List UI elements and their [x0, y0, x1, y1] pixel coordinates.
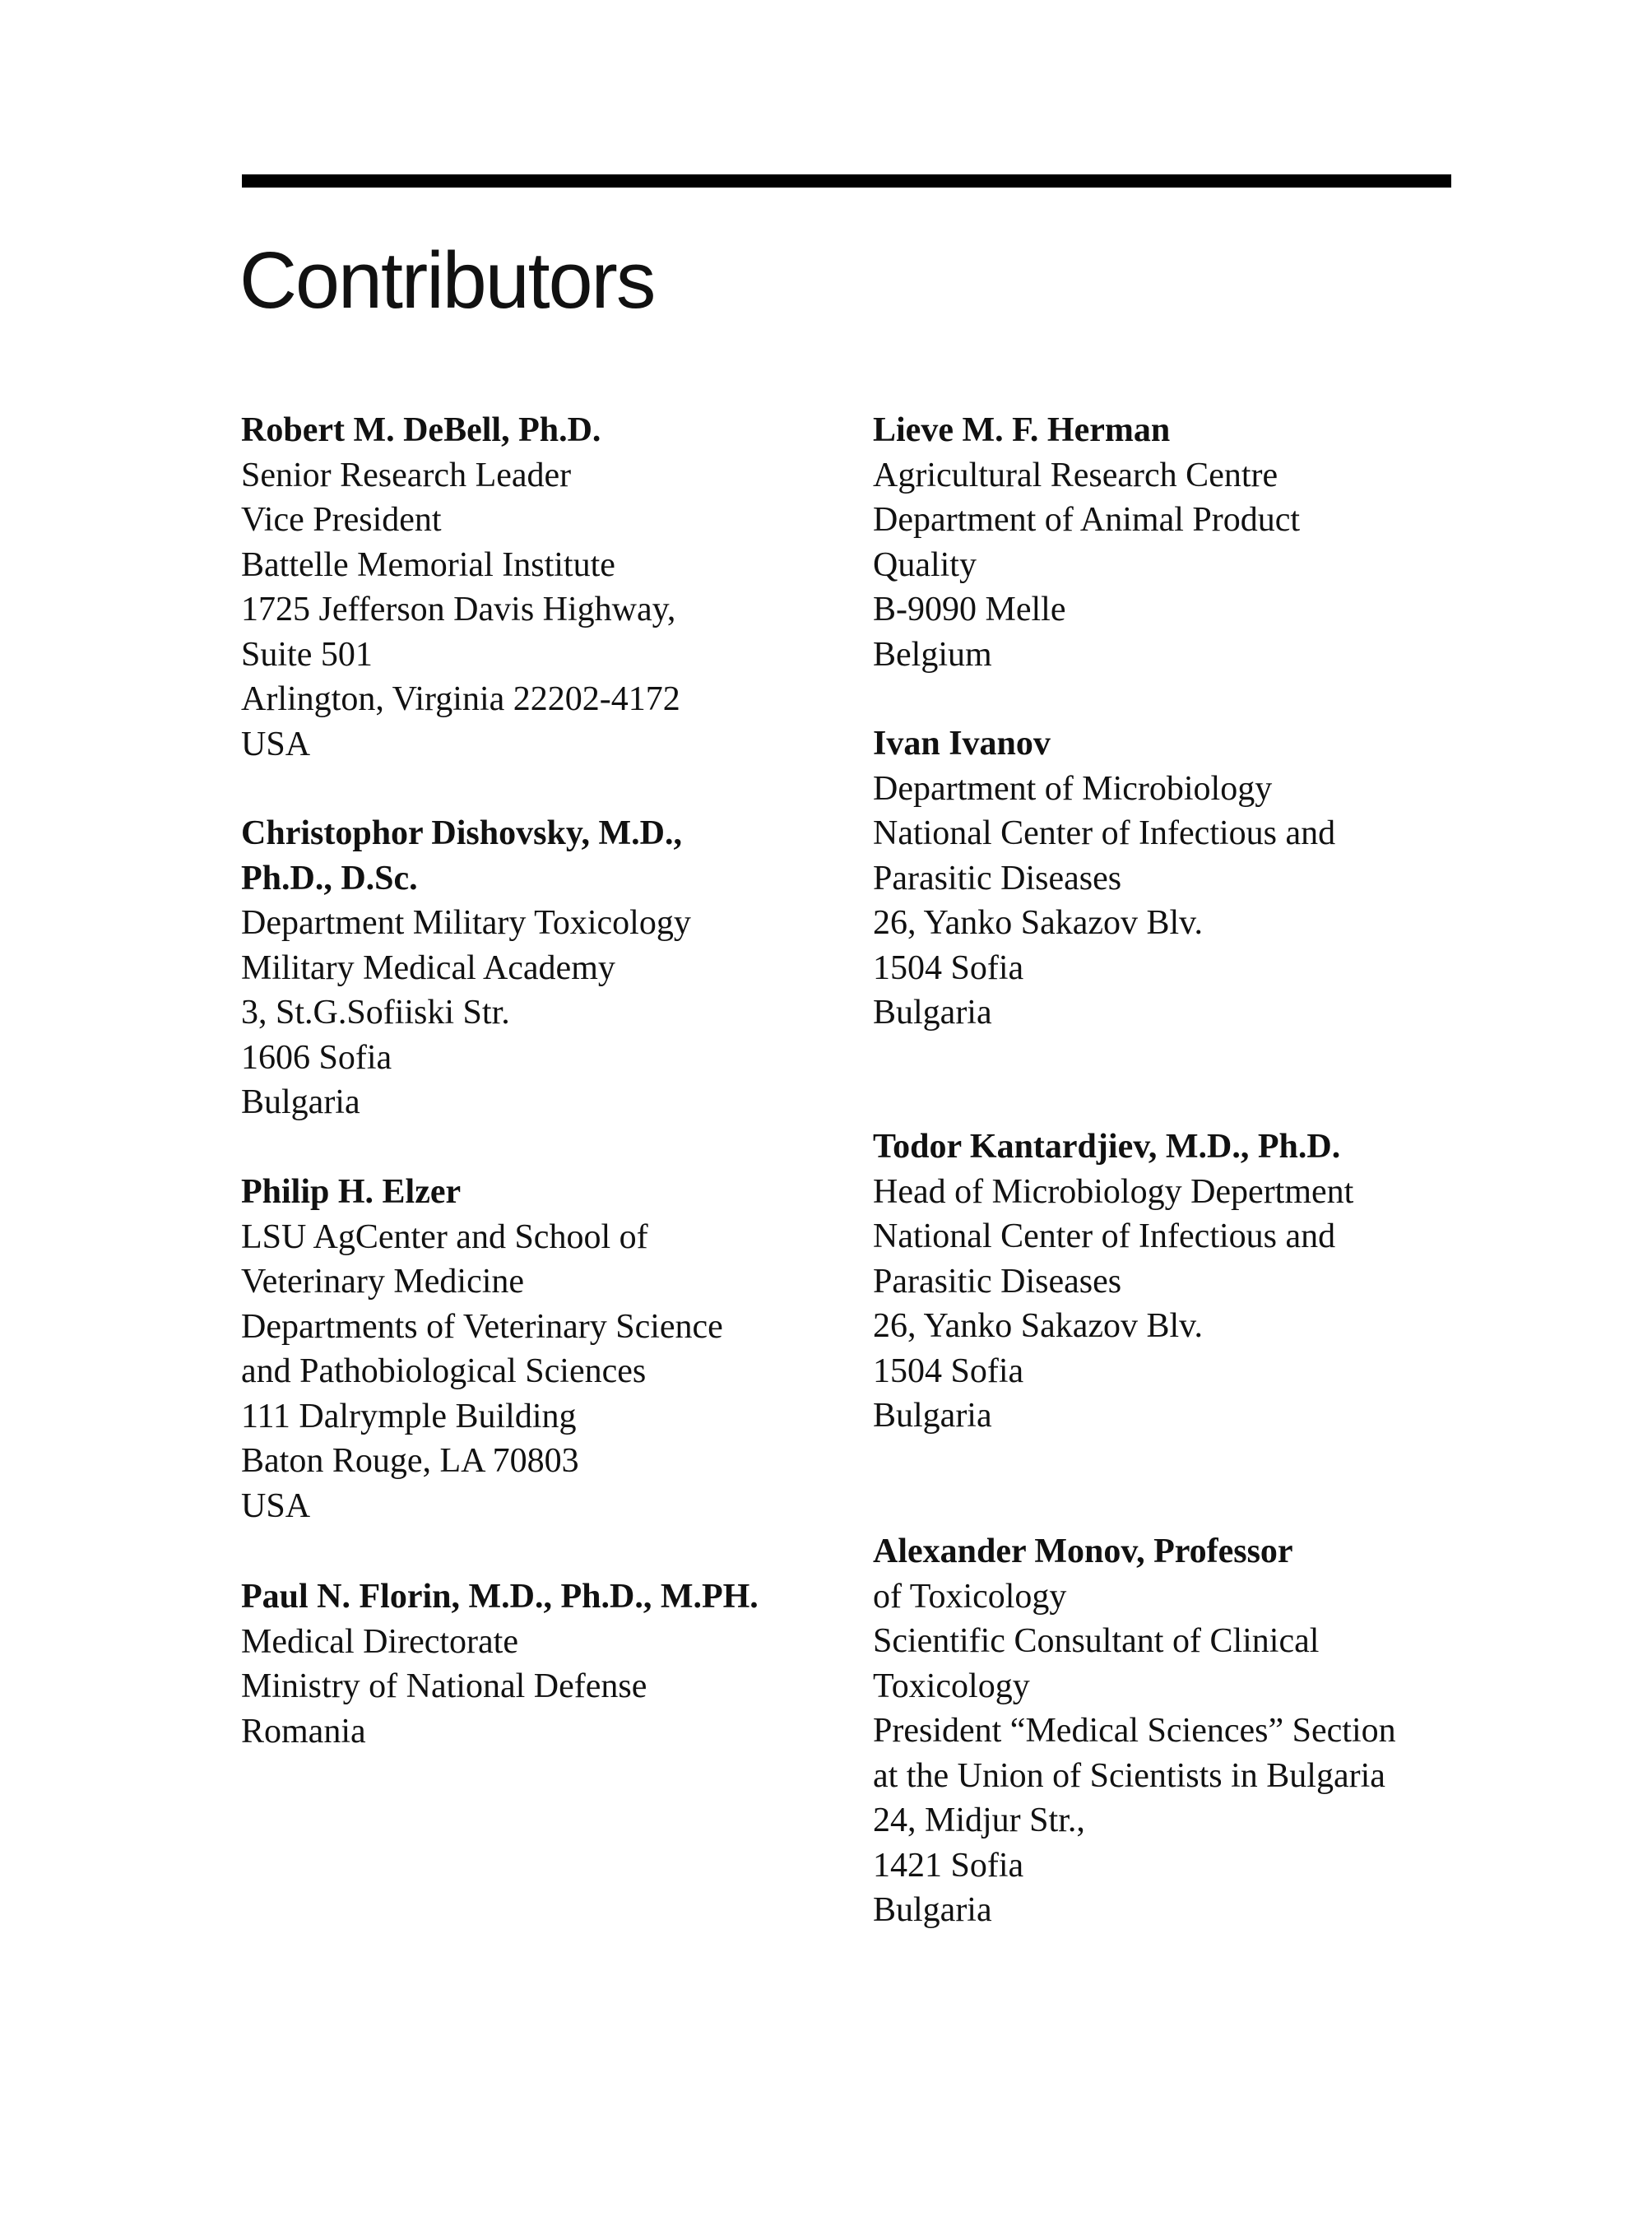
contributor-detail-line: Belgium [873, 635, 992, 674]
contributor-detail-line: USA [241, 725, 311, 763]
contributor-detail-line: 26, Yanko Sakazov Blv. [873, 1307, 1203, 1345]
contributor-detail-line: 1421 Sofia [873, 1846, 1024, 1885]
contributor-detail-line: Departments of Veterinary Science [241, 1307, 723, 1346]
contributor-detail-line: 1504 Sofia [873, 1352, 1024, 1390]
contributor-detail-line: Quality [873, 545, 977, 584]
contributor-detail-line: Parasitic Diseases [873, 1262, 1122, 1301]
contributor-entry [873, 408, 1465, 677]
contributor-entry [241, 1170, 850, 1528]
contributor-detail-line: Senior Research Leader [241, 456, 572, 494]
contributor-detail-line: Medical Directorate [241, 1622, 518, 1661]
contributor-detail-line: 3, St.G.Sofiiski Str. [241, 994, 510, 1032]
contributor-name: Alexander Monov, Professor [873, 1533, 1293, 1570]
contributor-detail-line: LSU AgCenter and School of [241, 1217, 648, 1256]
contributor-detail-line: 26, Yanko Sakazov Blv. [873, 904, 1203, 942]
contributor-detail-line: Bulgaria [873, 1891, 992, 1929]
contributor-name: Paul N. Florin, M.D., Ph.D., M.PH. [241, 1578, 759, 1616]
contributor-detail-line: President “Medical Sciences” Section [873, 1712, 1396, 1750]
contributor-detail-line: Military Medical Academy [241, 948, 615, 987]
contributor-detail-line: Department of Animal Product [873, 501, 1301, 539]
contributor-name: Lieve M. F. Herman [873, 411, 1171, 449]
contributor-detail-line: Romania [241, 1712, 366, 1750]
header-rule [242, 174, 1451, 188]
contributor-entry [241, 811, 850, 1125]
contributor-detail-line: Suite 501 [241, 635, 373, 674]
contributor-entry [241, 1574, 850, 1754]
contributor-detail-line: Battelle Memorial Institute [241, 545, 615, 584]
contributor-detail-line: 1606 Sofia [241, 1038, 392, 1077]
contributor-detail-line: 1725 Jefferson Davis Highway, [241, 591, 676, 628]
contributor-name: Christophor Dishovsky, M.D., [241, 814, 682, 852]
contributor-name: Philip H. Elzer [241, 1173, 462, 1211]
contributor-name: Robert M. DeBell, Ph.D. [241, 411, 601, 449]
contributor-detail-line: Bulgaria [873, 1397, 992, 1435]
contributor-entry [873, 1124, 1465, 1439]
contributor-detail-line: Toxicology [873, 1667, 1030, 1705]
contributor-detail-line: at the Union of Scientists in Bulgaria [873, 1756, 1385, 1795]
contributor-detail-line: Bulgaria [241, 1083, 360, 1121]
contributor-entry [873, 721, 1465, 1036]
contributor-entry [241, 408, 850, 767]
contributor-detail-line: 24, Midjur Str., [873, 1801, 1085, 1839]
contributor-detail-line: Arlington, Virginia 22202-4172 [241, 680, 680, 718]
contributor-detail-line: USA [241, 1486, 311, 1525]
contributor-name: Todor Kantardjiev, M.D., Ph.D. [873, 1128, 1341, 1166]
contributor-name-continued: Ph.D., D.Sc. [241, 859, 418, 897]
contributor-detail-line: National Center of Infectious and [873, 814, 1336, 852]
contributor-detail-line: Parasitic Diseases [873, 859, 1122, 897]
contributor-detail-line: of Toxicology [873, 1577, 1067, 1616]
contributor-entry [873, 1529, 1465, 1933]
contributor-detail-line: Bulgaria [873, 994, 992, 1032]
contributor-detail-line: B-9090 Melle [873, 591, 1066, 628]
contributor-detail-line: Agricultural Research Centre [873, 456, 1278, 494]
contributor-detail-line: Department of Microbiology [873, 769, 1273, 808]
contributor-detail-line: Head of Microbiology Depertment [873, 1172, 1354, 1211]
contributor-detail-line: Vice President [241, 501, 442, 539]
contributor-detail-line: Scientific Consultant of Clinical [873, 1622, 1320, 1660]
contributor-name: Ivan Ivanov [873, 725, 1051, 763]
contributor-detail-line: Ministry of National Defense [241, 1667, 647, 1705]
contributor-detail-line: and Pathobiological Sciences [241, 1352, 647, 1390]
contributor-detail-line: 111 Dalrymple Building [241, 1397, 577, 1435]
contributor-detail-line: Baton Rouge, LA 70803 [241, 1442, 579, 1480]
contributor-detail-line: 1504 Sofia [873, 948, 1024, 987]
contributor-detail-line: Veterinary Medicine [241, 1263, 525, 1301]
contributor-detail-line: Department Military Toxicology [241, 904, 691, 942]
contributor-detail-line: National Center of Infectious and [873, 1217, 1336, 1255]
page-title: Contributors [239, 235, 655, 325]
